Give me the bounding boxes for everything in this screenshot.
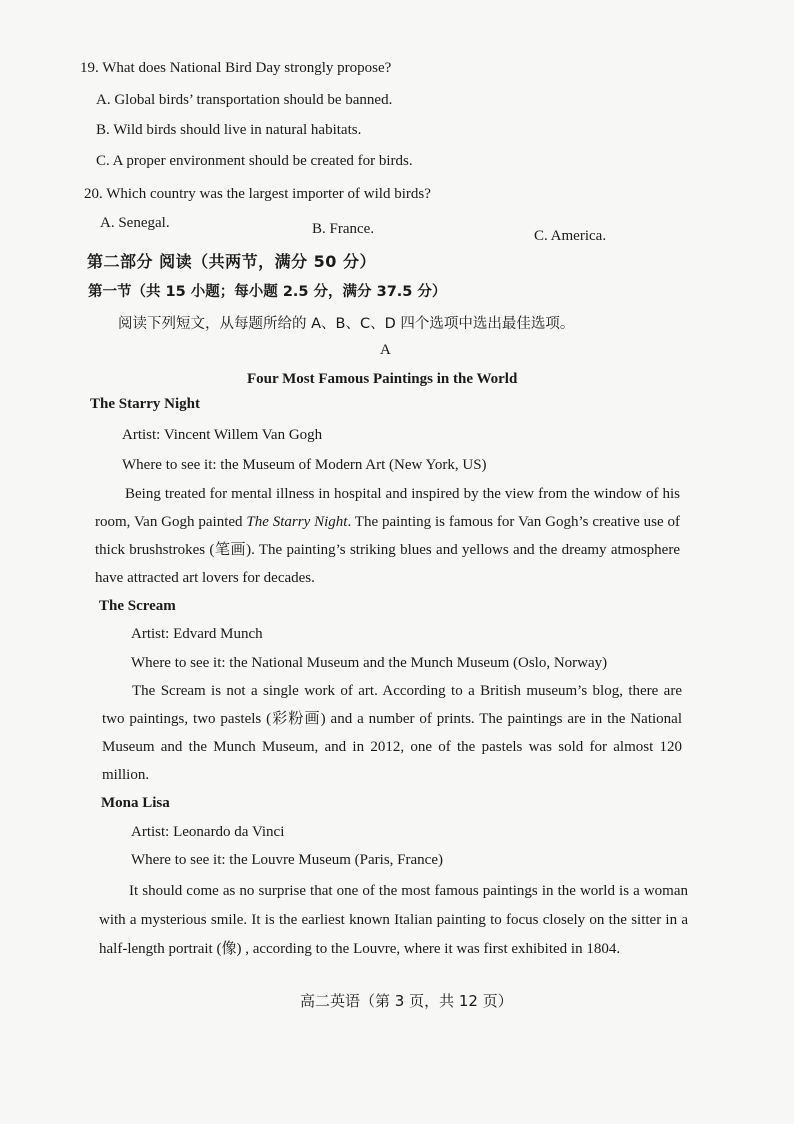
painting-artist: Artist: Vincent Willem Van Gogh [122, 427, 323, 443]
painting-location: Where to see it: the Museum of Modern Art (New York, US) [122, 457, 487, 473]
section-one-heading: 第一节（共 15 小题；每小题 2.5 分，满分 37.5 分） [88, 284, 447, 300]
question-20-option-b: B. France. [312, 221, 375, 237]
painting-description: It should come as no surprise that one of the most famous paintings in the world is a woman with a mysterious smile. It is the earliest known Italian painting to focus closely on the sitter in a half-length portrait (像) , according to the Louvre, where it was first exhibited in 1804. [99, 883, 688, 957]
question-19-stem: 19. What does National Bird Day strongly propose? [80, 60, 392, 76]
painting-artist: Artist: Edvard Munch [131, 626, 263, 642]
painting-description: Being treated for mental illness in hospital and inspired by the view from the window of his room, Van Gogh painted The Starry Night. The painting is famous for Van Gogh’s creative use of thick brushstrokes (笔画). The painting’s striking blues and yellows and the dreamy atmosphere have attracted art lovers for decades. [95, 486, 680, 586]
passage-letter: A [380, 342, 391, 358]
question-20-option-a: A. Senegal. [100, 215, 170, 231]
question-20-option-c: C. America. [534, 228, 607, 244]
question-19-option-c: C. A proper environment should be created for birds. [96, 153, 413, 169]
painting-artist: Artist: Leonardo da Vinci [131, 824, 285, 840]
painting-heading-mona-lisa: Mona Lisa [101, 795, 170, 811]
reading-instructions: 阅读下列短文，从每题所给的 A、B、C、D 四个选项中选出最佳选项。 [118, 316, 575, 332]
passage-title: Four Most Famous Paintings in the World [247, 371, 518, 387]
painting-heading-starry-night: The Starry Night [90, 396, 200, 412]
question-20-stem: 20. Which country was the largest importer of wild birds? [84, 186, 431, 202]
part-two-heading: 第二部分 阅读（共两节，满分 50 分） [87, 252, 376, 271]
painting-heading-the-scream: The Scream [99, 598, 176, 614]
page-footer: 高二英语（第 3 页，共 12 页） [300, 992, 513, 1010]
painting-location: Where to see it: the Louvre Museum (Paris, France) [131, 852, 443, 868]
question-19-option-b: B. Wild birds should live in natural habitats. [96, 122, 362, 138]
painting-description: The Scream is not a single work of art. According to a British museum’s blog, there are two paintings, two pastels (彩粉画) and a number of prints. The paintings are in the National Museum and the Munch Museum, and in 2012, one of the pastels was sold for almost 120 million. [102, 683, 682, 783]
question-19-option-a: A. Global birds’ transportation should be banned. [96, 92, 393, 108]
painting-location: Where to see it: the National Museum and the Munch Museum (Oslo, Norway) [131, 655, 608, 671]
